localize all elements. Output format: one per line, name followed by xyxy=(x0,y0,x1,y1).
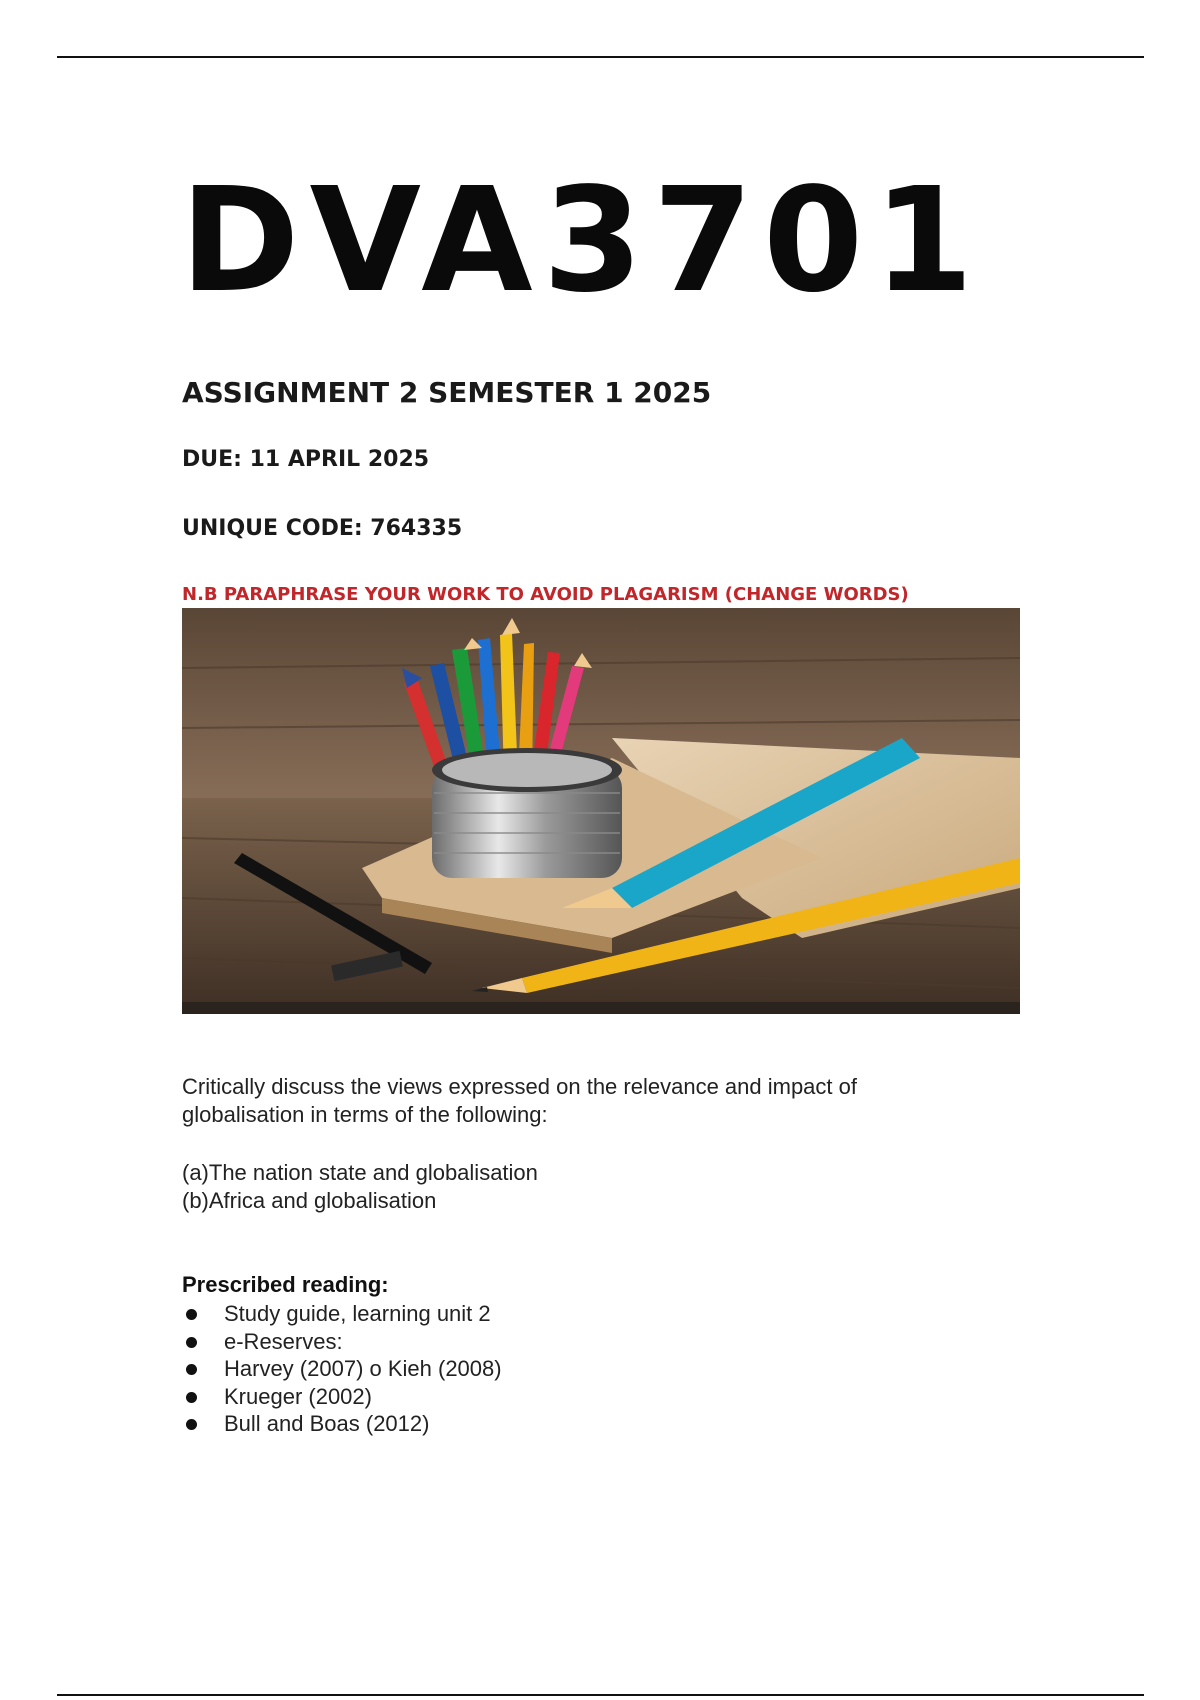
assignment-title: ASSIGNMENT 2 SEMESTER 1 2025 xyxy=(182,376,712,409)
top-rule xyxy=(57,56,1144,58)
cover-image xyxy=(182,608,1020,1014)
reading-label: Harvey (2007) o Kieh (2008) xyxy=(224,1356,502,1381)
list-item xyxy=(182,1300,502,1328)
plagiarism-notice: N.B PARAPHRASE YOUR WORK TO AVOID PLAGARISM (CHANGE WORDS) xyxy=(182,584,909,605)
bottom-rule xyxy=(57,1694,1144,1696)
bullet-icon xyxy=(186,1392,197,1403)
due-date: DUE: 11 APRIL 2025 xyxy=(182,447,430,472)
question-part-b: (b)Africa and globalisation xyxy=(182,1188,437,1213)
reading-label: e-Reserves: xyxy=(224,1328,343,1354)
question-text: Critically discuss the views expressed on the relevance and impact of globalisation in terms of the following: xyxy=(182,1074,857,1127)
question-part-a: (a)The nation state and globalisation xyxy=(182,1160,538,1185)
reading-title: Prescribed reading: xyxy=(182,1272,389,1297)
course-code: DVA3701 xyxy=(180,156,984,324)
bullet-icon xyxy=(186,1419,197,1430)
unique-code: UNIQUE CODE: 764335 xyxy=(182,516,463,541)
reading-label: Krueger (2002) xyxy=(224,1383,372,1409)
reading-label: Study guide, learning unit 2 xyxy=(224,1301,491,1326)
bullet-icon xyxy=(186,1309,197,1320)
bullet-icon xyxy=(186,1364,197,1375)
bullet-icon xyxy=(186,1337,197,1348)
reading-label: Bull and Boas (2012) xyxy=(224,1411,430,1436)
list-item xyxy=(182,1410,502,1438)
list-item xyxy=(182,1328,502,1356)
reading-list xyxy=(182,1300,502,1438)
list-item xyxy=(182,1383,502,1411)
list-item xyxy=(182,1355,502,1383)
